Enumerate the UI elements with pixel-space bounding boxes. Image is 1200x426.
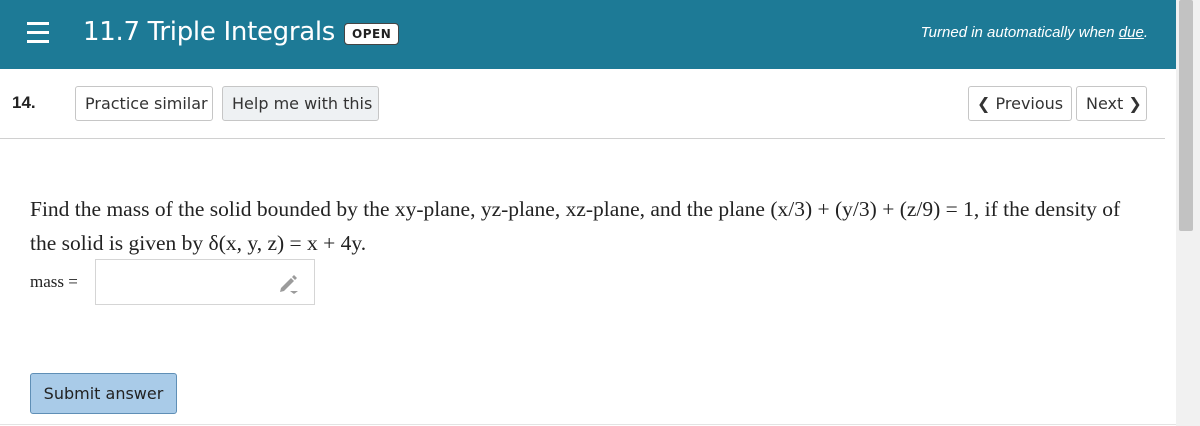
footer-divider xyxy=(0,424,1176,425)
chevron-left-icon: ❮ xyxy=(977,94,991,113)
pencil-icon[interactable] xyxy=(278,272,300,294)
turned-in-period: . xyxy=(1143,24,1148,41)
question-text: Find the mass of the solid bounded by the xy-plane, yz-plane, xz-plane, and the plane (x/3) + (y/3) + (z/9) = 1, if the density of the solid is given by δ(x, y, z) = x + 4y. xyxy=(30,197,1121,255)
previous-button[interactable] xyxy=(968,86,1072,121)
turned-in-notice xyxy=(921,24,1148,41)
assignment-title: 11.7 Triple Integrals xyxy=(83,17,336,47)
status-badge: OPEN xyxy=(344,23,399,45)
divider xyxy=(0,138,1165,139)
previous-label: Previous xyxy=(995,94,1064,113)
menu-icon[interactable] xyxy=(27,21,49,44)
next-label: Next xyxy=(1086,94,1124,113)
header-bar xyxy=(0,0,1176,69)
help-me-button[interactable]: Help me with this xyxy=(222,86,379,121)
due-link[interactable]: due xyxy=(1118,24,1144,41)
submit-answer-button[interactable]: Submit answer xyxy=(30,373,177,414)
practice-similar-button[interactable]: Practice similar xyxy=(75,86,213,121)
question-number: 14. xyxy=(12,93,36,112)
chevron-right-icon: ❯ xyxy=(1128,94,1142,113)
mass-label: mass = xyxy=(30,272,78,291)
scrollbar-thumb[interactable] xyxy=(1179,0,1193,231)
turned-in-text: Turned in automatically when xyxy=(920,24,1119,41)
next-button[interactable] xyxy=(1076,86,1147,121)
